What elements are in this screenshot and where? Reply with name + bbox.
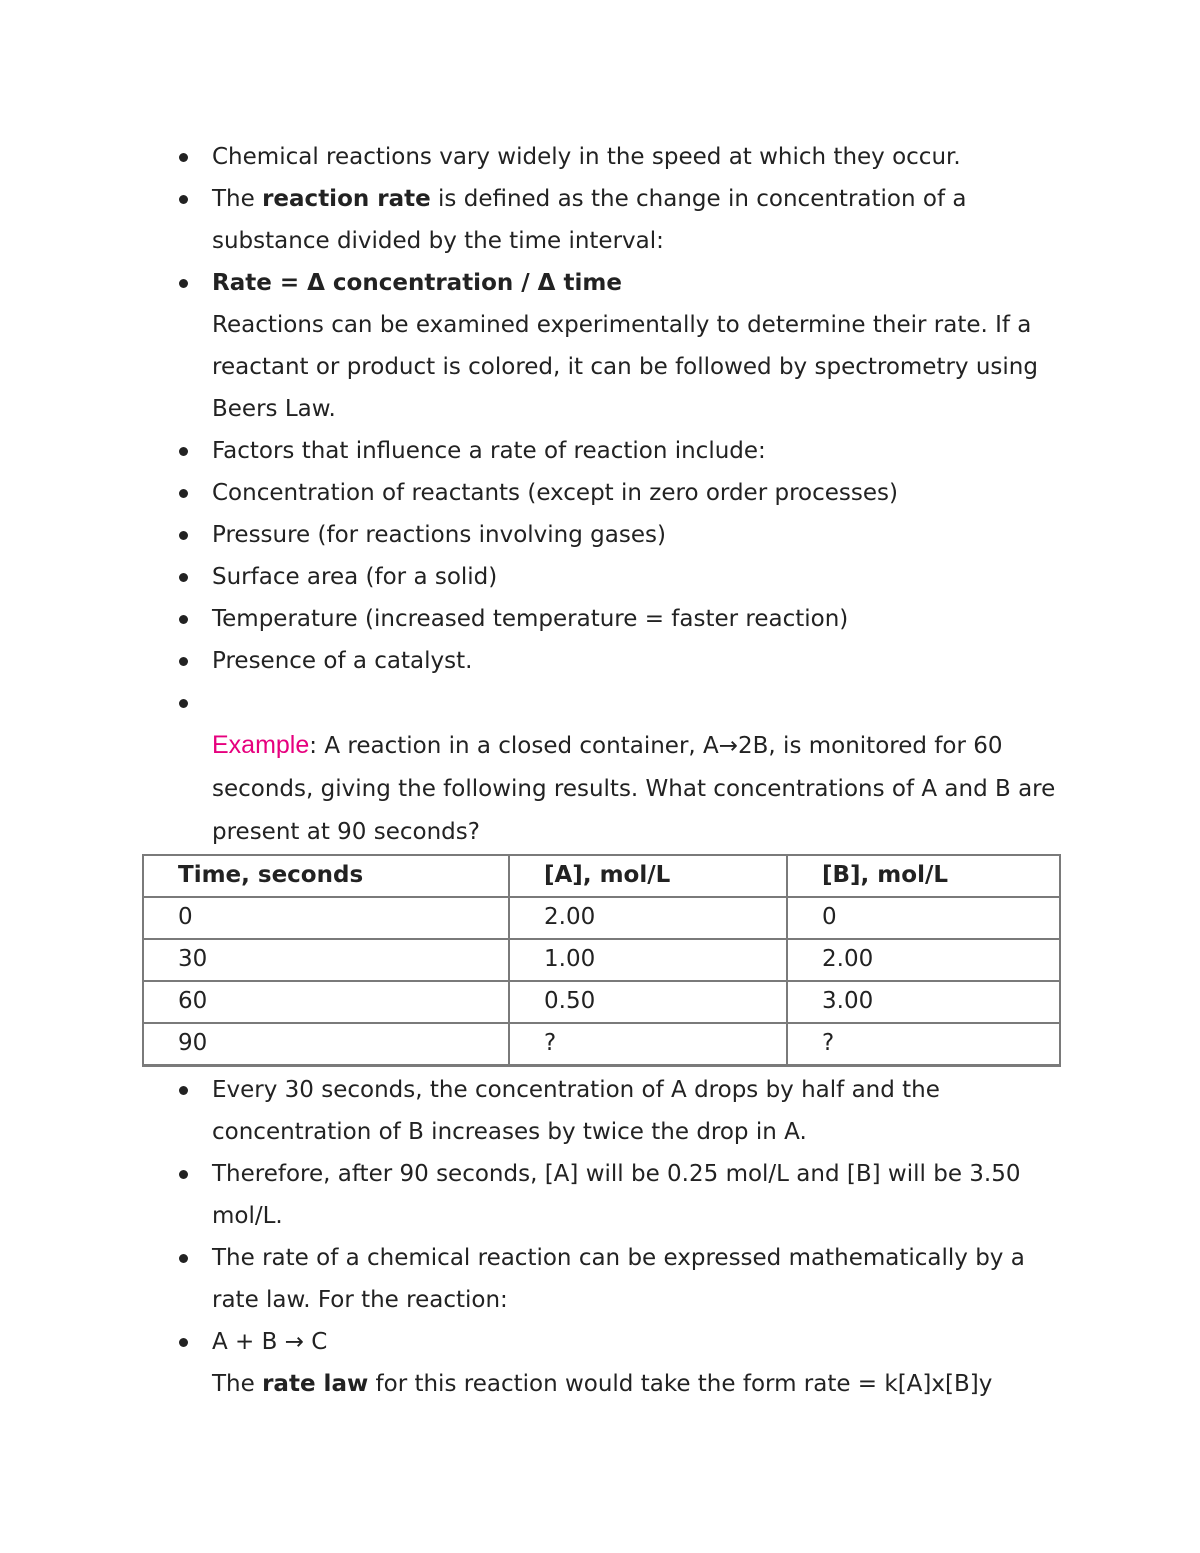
list-item xyxy=(0,514,1200,556)
table-cell: 60 xyxy=(143,981,509,1023)
table-cell: ? xyxy=(787,1023,1060,1066)
list-item-text: Temperature (increased temperature = faster reaction) xyxy=(212,606,849,632)
bullet-icon xyxy=(179,1086,188,1095)
table-cell: 2.00 xyxy=(509,897,787,939)
list-item xyxy=(0,1153,1200,1237)
table-cell: 0 xyxy=(143,897,509,939)
list-item xyxy=(0,262,1200,304)
rate-law-text: The xyxy=(212,1371,263,1397)
list-item xyxy=(0,178,1200,262)
bullet-icon xyxy=(179,615,188,624)
intro-list xyxy=(0,136,1200,854)
list-item xyxy=(0,598,1200,640)
list-item-empty xyxy=(0,682,1200,724)
bullet-icon xyxy=(179,489,188,498)
term-rate-law: rate law xyxy=(262,1371,369,1397)
list-item-text: Every 30 seconds, the concentration of A drops by half and the concentration of B increases by twice the drop in A. xyxy=(212,1077,940,1145)
table-row xyxy=(143,939,1060,981)
table-cell: 2.00 xyxy=(787,939,1060,981)
table-cell: 30 xyxy=(143,939,509,981)
list-item-text: The xyxy=(212,186,263,212)
list-item xyxy=(0,1321,1200,1363)
bullet-icon xyxy=(179,657,188,666)
bullet-icon xyxy=(179,1254,188,1263)
rate-formula: Rate = Δ concentration / Δ time xyxy=(212,270,622,296)
list-item-text: Surface area (for a solid) xyxy=(212,564,498,590)
list-item-text: Chemical reactions vary widely in the speed at which they occur. xyxy=(212,144,961,170)
term-reaction-rate: reaction rate xyxy=(262,186,431,212)
bullet-icon xyxy=(179,1338,188,1347)
rate-paragraph: Reactions can be examined experimentally to determine their rate. If a reactant or product is colored, it can be followed by spectrometry using Beers Law. xyxy=(212,312,1038,422)
table-row xyxy=(143,1023,1060,1066)
table-cell: 1.00 xyxy=(509,939,787,981)
table-header: Time, seconds xyxy=(143,855,509,897)
list-item xyxy=(0,1237,1200,1321)
bullet-icon xyxy=(179,699,188,708)
list-item-text: The rate of a chemical reaction can be expressed mathematically by a rate law. For the reaction: xyxy=(212,1245,1025,1313)
list-item xyxy=(0,136,1200,178)
concentration-table xyxy=(142,854,1061,1067)
table-cell: 0 xyxy=(787,897,1060,939)
conclusion-list xyxy=(0,1069,1200,1405)
bullet-icon xyxy=(179,573,188,582)
bullet-icon xyxy=(179,1170,188,1179)
table-header-row xyxy=(143,855,1060,897)
list-item-text: Therefore, after 90 seconds, [A] will be 0.25 mol/L and [B] will be 3.50 mol/L. xyxy=(212,1161,1021,1229)
table-row xyxy=(143,897,1060,939)
list-item-text: Factors that influence a rate of reaction include: xyxy=(212,438,766,464)
list-item xyxy=(0,556,1200,598)
table-row xyxy=(143,981,1060,1023)
list-item xyxy=(0,472,1200,514)
list-item xyxy=(0,1069,1200,1153)
table-cell: 3.00 xyxy=(787,981,1060,1023)
table-cell: 0.50 xyxy=(509,981,787,1023)
example-label: Example xyxy=(212,731,310,759)
bullet-icon xyxy=(179,195,188,204)
table-cell: 90 xyxy=(143,1023,509,1066)
rate-law-text: for this reaction would take the form rate = k[A]x[B]y xyxy=(368,1371,993,1397)
table-header: [A], mol/L xyxy=(509,855,787,897)
rate-law-paragraph xyxy=(0,1363,1200,1405)
list-item-text: is defined as the change in concentration of a substance divided by the time interval: xyxy=(212,186,967,254)
list-item-text: Presence of a catalyst. xyxy=(212,648,473,674)
table-cell: ? xyxy=(509,1023,787,1066)
list-item-text: Concentration of reactants (except in zero order processes) xyxy=(212,480,898,506)
list-item-text: Pressure (for reactions involving gases) xyxy=(212,522,666,548)
example-paragraph xyxy=(0,724,1200,854)
list-item xyxy=(0,430,1200,472)
example-text: : A reaction in a closed container, A→2B, is monitored for 60 seconds, giving the following results. What concentrations of A and B are present at 90 seconds? xyxy=(212,733,1056,845)
bullet-icon xyxy=(179,447,188,456)
list-item-text: A + B → C xyxy=(212,1329,328,1355)
bullet-icon xyxy=(179,279,188,288)
bullet-icon xyxy=(179,531,188,540)
table-header: [B], mol/L xyxy=(787,855,1060,897)
bullet-icon xyxy=(179,153,188,162)
list-item xyxy=(0,640,1200,682)
